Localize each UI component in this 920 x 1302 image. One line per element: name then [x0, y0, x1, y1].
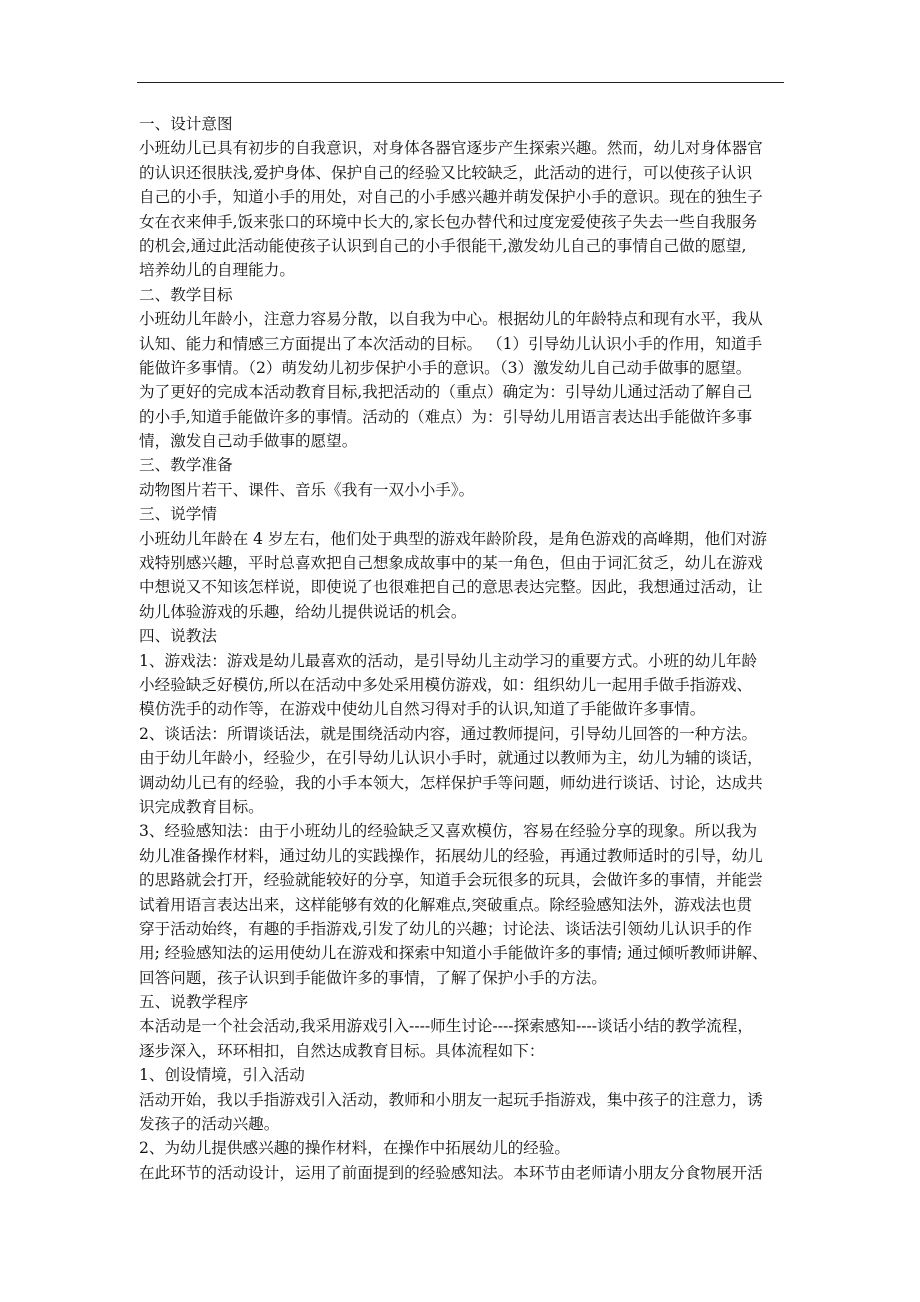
paragraph-line: 小班幼儿已具有初步的自我意识，对身体各器官逐步产生探索兴趣。然而，幼儿对身体器官: [139, 139, 763, 158]
paragraph-line: 为了更好的完成本活动教育目标,我把活动的（重点）确定为：引导幼儿通过活动了解自己: [139, 383, 753, 402]
paragraph-line: 本活动是一个社会活动,我采用游戏引入----师生讨论----探索感知----谈话小结的教学流程，: [139, 1017, 753, 1036]
section-heading: 五、说教学程序: [139, 993, 249, 1012]
section-heading: 三、说学情: [139, 505, 217, 524]
paragraph-line: 调动幼儿已有的经验，我的小手本领大，怎样保护手等问题，师幼进行谈话、讨论，达成共: [139, 773, 763, 792]
paragraph-line: 1、游戏法：游戏是幼儿最喜欢的活动，是引导幼儿主动学习的重要方式。小班的幼儿年龄: [139, 651, 758, 670]
paragraph-line: 2、谈话法：所谓谈话法，就是围绕活动内容，通过教师提问，引导幼儿回答的一种方法。: [139, 724, 758, 743]
paragraph-line: 2、为幼儿提供感兴趣的操作材料，在操作中拓展幼儿的经验。: [139, 1139, 570, 1158]
paragraph-line: 小班幼儿年龄小，注意力容易分散，以自我为中心。根据幼儿的年龄特点和现有水平，我从: [139, 310, 763, 329]
paragraph-line: 识完成教育目标。: [139, 797, 264, 816]
paragraph-line: 戏特别感兴趣，平时总喜欢把自己想象成故事中的某一角色，但由于词汇贫乏，幼儿在游戏: [139, 554, 763, 573]
paragraph-line: 认知、能力和情感三方面提出了本次活动的目标。 （1）引导幼儿认识小手的作用，知道手: [139, 334, 763, 353]
paragraph-line: 情，激发自己动手做事的愿望。: [139, 432, 358, 451]
section-heading: 四、说教法: [139, 627, 217, 646]
paragraph-line: 培养幼儿的自理能力。: [139, 261, 295, 280]
paragraph-line: 中想说又不知该怎样说，即使说了也很难把自己的意思表达完整。因此，我想通过活动，让: [139, 578, 763, 597]
paragraph-line: 发孩子的活动兴趣。: [139, 1115, 280, 1134]
section-heading: 二、教学目标: [139, 285, 233, 304]
paragraph-line: 幼儿体验游戏的乐趣，给幼儿提供说话的机会。: [139, 602, 467, 621]
paragraph-line: 3、经验感知法：由于小班幼儿的经验缺乏又喜欢模仿，容易在经验分享的现象。所以我为: [139, 822, 758, 841]
paragraph-line: 女在衣来伸手,饭来张口的环境中长大的,家长包办替代和过度宠爱使孩子失去一些自我服务: [139, 212, 758, 231]
paragraph-line: 的认识还很肤浅,爱护身体、保护自己的经验又比较缺乏，此活动的进行，可以使孩子认识: [139, 163, 753, 182]
paragraph-line: 小经验缺乏好模仿,所以在活动中多处采用模仿游戏，如：组织幼儿一起用手做手指游戏、: [139, 675, 753, 694]
header-rule: [137, 82, 784, 83]
section-heading: 一、设计意图: [139, 115, 233, 133]
paragraph-line: 能做许多事情。（2）萌发幼儿初步保护小手的意识。（3）激发幼儿自己动手做事的愿望。: [139, 358, 752, 377]
paragraph-line: 动物图片若干、课件、音乐《我有一双小小手》。: [139, 480, 475, 499]
paragraph-line: 模仿洗手的动作等，在游戏中使幼儿自然习得对手的认识,知道了手能做许多事情。: [139, 700, 706, 719]
paragraph-line: 回答问题，孩子认识到手能做许多的事情，了解了保护小手的方法。: [139, 968, 607, 987]
paragraph-line: 的思路就会打开，经验就能较好的分享，知道手会玩很多的玩具，会做许多的事情，并能尝: [139, 871, 763, 890]
paragraph-line: 穿于活动始终，有趣的手指游戏,引发了幼儿的兴趣；讨论法、谈话法引领幼儿认识手的作: [139, 919, 753, 938]
paragraph-line: 的小手,知道手能做许多的事情。活动的（难点）为：引导幼儿用语言表达出手能做许多事: [139, 407, 753, 426]
section-heading: 三、教学准备: [139, 456, 233, 475]
paragraph-line: 活动开始，我以手指游戏引入活动，教师和小朋友一起玩手指游戏，集中孩子的注意力，诱: [139, 1090, 763, 1109]
paragraph-line: 逐步深入，环环相扣，自然达成教育目标。具体流程如下：: [139, 1041, 545, 1060]
paragraph-line: 的机会,通过此活动能使孩子认识到自己的小手很能干,激发幼儿自己的事情自己做的愿望,: [139, 236, 747, 255]
paragraph-line: 幼儿准备操作材料，通过幼儿的实践操作，拓展幼儿的经验，再通过教师适时的引导，幼儿: [139, 846, 763, 865]
document-body: [139, 112, 789, 1185]
paragraph-line: 在此环节的活动设计，运用了前面提到的经验感知法。本环节由老师请小朋友分食物展开活: [139, 1163, 763, 1182]
paragraph-line: 用; 经验感知法的运用使幼儿在游戏和探索中知道小手能做许多的事情; 通过倾听教师讲解、: [139, 944, 768, 963]
paragraph-line: 试着用语言表达出来，这样能够有效的化解难点,突破重点。除经验感知法外，游戏法也贯: [139, 895, 753, 914]
paragraph-line: 小班幼儿年龄在 4 岁左右，他们处于典型的游戏年龄阶段，是角色游戏的高峰期，他们对游: [139, 529, 767, 548]
paragraph-line: 1、创设情境，引入活动: [139, 1066, 305, 1085]
paragraph-line: 自己的小手，知道小手的用处，对自己的小手感兴趣并萌发保护小手的意识。现在的独生子: [139, 188, 763, 207]
paragraph-line: 由于幼儿年龄小，经验少，在引导幼儿认识小手时，就通过以教师为主，幼儿为辅的谈话，: [139, 749, 763, 768]
